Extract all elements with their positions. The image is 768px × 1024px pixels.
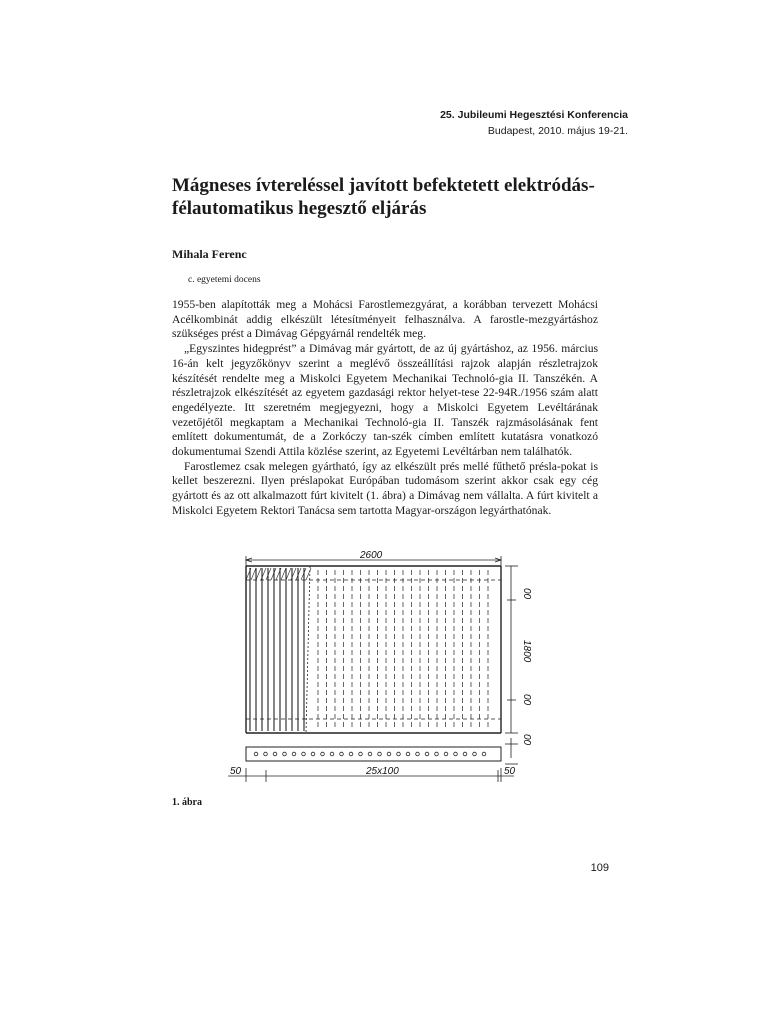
profile-hole: [473, 752, 477, 756]
paragraph-1: 1955-ben alapították meg a Mohácsi Farostlemezgyárat, a korábban tervezett Mohácsi Acélkombinát addig elkészült létesítményeit felhasználva. A farostle-mezgyártáshoz szükséges prést a Dimávag Gépgyárnál rendelték meg.: [172, 298, 598, 341]
profile-hole: [444, 752, 448, 756]
profile-hole: [359, 752, 363, 756]
profile-hole: [435, 752, 439, 756]
profile-hole: [273, 752, 277, 756]
profile-hole: [340, 752, 344, 756]
dim-right-label: 50: [504, 766, 516, 777]
profile-hole: [425, 752, 429, 756]
section-hatch: [306, 568, 311, 580]
conference-place-date: Budapest, 2010. május 19-21.: [487, 125, 628, 137]
profile-hole: [406, 752, 410, 756]
body-text: [172, 298, 598, 519]
profile-hole: [454, 752, 458, 756]
profile-hole: [416, 752, 420, 756]
plate-profile: [246, 747, 501, 761]
conference-header: [440, 107, 628, 139]
profile-hole: [321, 752, 325, 756]
dim-bottom-right-label: 00: [521, 694, 532, 706]
conference-name: 25. Jubileumi Hegesztési Konferencia: [440, 109, 628, 121]
profile-hole: [292, 752, 296, 756]
section-hatch: [251, 568, 256, 580]
profile-hole: [482, 752, 486, 756]
dim-width-label: 2600: [360, 550, 383, 561]
author-name: Mihala Ferenc: [172, 247, 247, 261]
profile-hole: [387, 752, 391, 756]
paragraph-2: „Egyszintes hidegprést” a Dimávag már gyártott, de az új gyártáshoz, az 1956. március 16-án kelt jegyzőkönyv szerint a meglévő összeállítási rajzok alapján részletrajzok készítését rendelte meg a Miskolci Egyetem Mechanikai Technoló-gia II. Tanszékén. A részletrajzok elkészítését az egyetem gazdasági rektor helyet-tese 22-94R./1956 szám alatt engedélyezte. Itt szeretném megjegyezni, hogy a Miskolci Egyetem Levéltárának vezetőjétől megkaptam a Mechanikai Technoló-gia II. Tanszék rajzmásolásának fent említett dokumentumát, de a Zorkóczy tan-szék címben említett kutatásra vonatkozó dokumentumai Szendi Attila közlése szerint, az Egyetemi Levéltárban nem találhatók.: [172, 342, 598, 459]
break-line: [306, 566, 310, 733]
section-hatch: [281, 568, 286, 580]
profile-hole: [463, 752, 467, 756]
paragraph-3: Farostlemez csak melegen gyártható, így az elkészült prés mellé fűthető présla-pokat is kellet beszerezni. Ilyen préslapokat Európában tudomásom szerint akkor csak egy cég gyártott és az ott alkalmazott fúrt kivitelt (1. ábra) a Dimávag nem vállalta. A fúrt kivitelt a Miskolci Egyetem Rektori Tanácsa sem tartotta Magyar-országon legyárthatónak.: [172, 459, 598, 517]
profile-hole: [368, 752, 372, 756]
figure-press-plate-drawing: [226, 548, 536, 788]
dim-left-label: 50: [230, 766, 242, 777]
profile-hole: [397, 752, 401, 756]
section-hatch: [286, 568, 291, 580]
profile-holes: [254, 752, 486, 756]
profile-hole: [302, 752, 306, 756]
figure-caption: 1. ábra: [172, 797, 202, 808]
paper-title: Mágneses ívtereléssel javított befektetett elektródás-félautomatikus hegesztő eljárás: [172, 175, 595, 219]
author-affiliation: c. egyetemi docens: [188, 275, 261, 285]
dim-height-label: 1800: [521, 640, 532, 663]
section-hatch: [256, 568, 261, 580]
dim-pitch-label: 25x100: [366, 766, 399, 777]
dim-profile-label: 00: [521, 734, 532, 746]
profile-hole: [349, 752, 353, 756]
technical-drawing: [226, 548, 536, 788]
profile-hole: [264, 752, 268, 756]
dim-top-right-label: 00: [521, 588, 532, 600]
profile-hole: [378, 752, 382, 756]
profile-hole: [311, 752, 315, 756]
dimension-lines: [228, 556, 518, 782]
profile-hole: [283, 752, 287, 756]
profile-hole: [330, 752, 334, 756]
profile-hole: [254, 752, 258, 756]
page-number: 109: [590, 862, 609, 874]
